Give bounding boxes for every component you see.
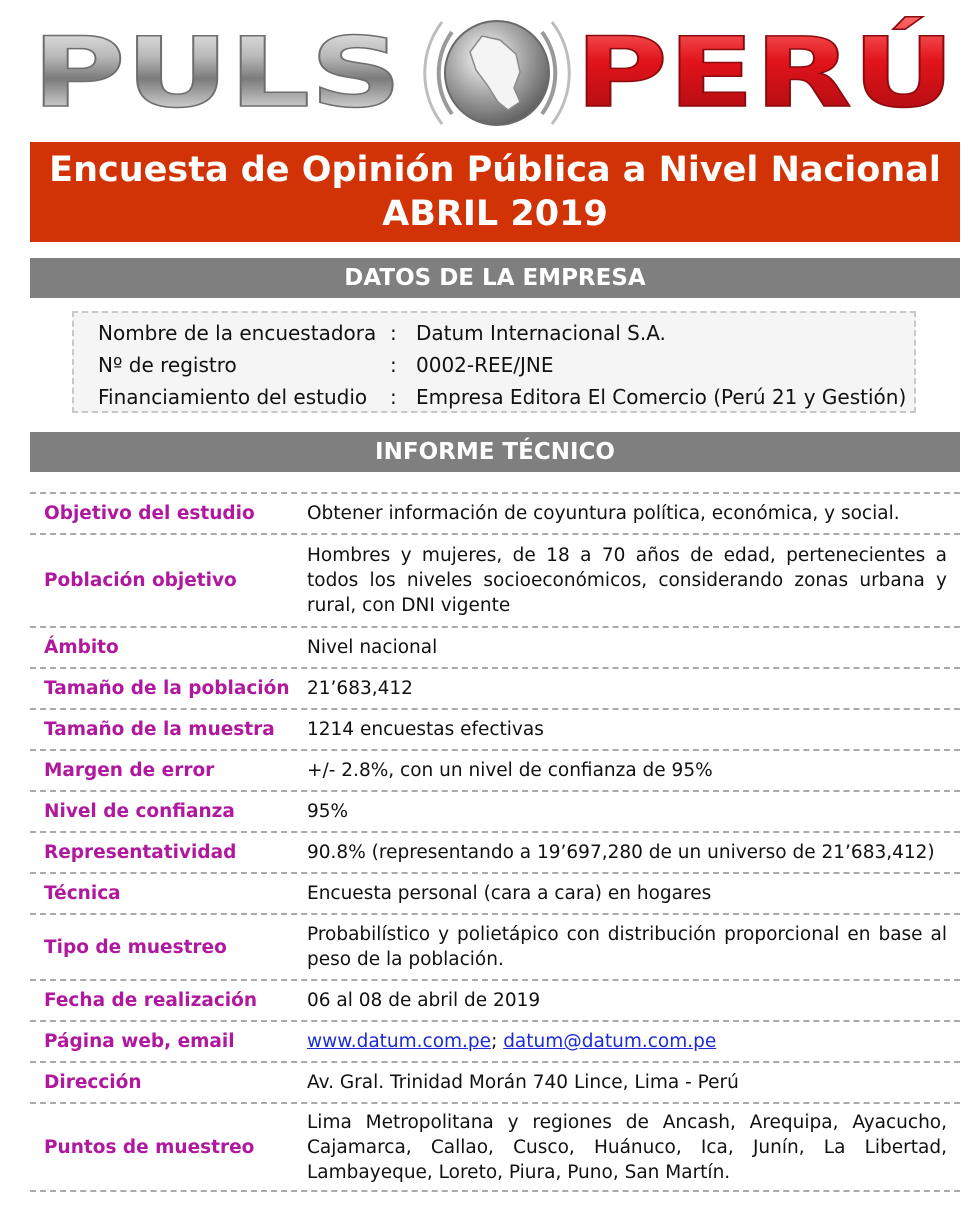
row-value: 1214 encuestas efectivas	[307, 719, 544, 740]
table-row	[30, 1020, 960, 1061]
row-value: 90.8% (representando a 19’697,280 de un universo de 21’683,412)	[307, 842, 935, 863]
logo-text-puls: PULS	[32, 17, 402, 129]
company-separator: :	[390, 321, 397, 345]
company-label: Financiamiento del estudio	[98, 385, 368, 409]
row-label: Ámbito	[44, 637, 119, 658]
company-separator: :	[390, 353, 397, 377]
section-header-empresa: DATOS DE LA EMPRESA	[30, 258, 960, 298]
contact-separator: ;	[491, 1031, 504, 1052]
table-row	[30, 1102, 960, 1192]
row-value-contact	[307, 1029, 947, 1054]
company-value: Empresa Editora El Comercio (Perú 21 y Gestión)	[416, 385, 907, 409]
table-row	[30, 831, 960, 872]
table-row	[30, 1061, 960, 1102]
survey-title: Encuesta de Opinión Pública a Nivel Nacional	[49, 150, 941, 190]
peru-map-globe-icon	[425, 21, 570, 125]
company-value: Datum Internacional S.A.	[416, 321, 666, 345]
row-label: Técnica	[44, 883, 121, 904]
survey-date: ABRIL 2019	[382, 194, 608, 234]
table-row	[30, 872, 960, 913]
row-label: Margen de error	[44, 760, 215, 781]
row-value: 95%	[307, 801, 349, 822]
company-separator: :	[390, 385, 397, 409]
company-label: Nº de registro	[98, 353, 237, 377]
survey-title-banner	[30, 142, 960, 242]
row-value: Encuesta personal (cara a cara) en hogares	[307, 883, 712, 904]
row-value: Hombres y mujeres, de 18 a 70 años de edad, pertenecientes a todos los niveles socioeconómicos, considerando zonas urbana y rural, con DNI vigente	[307, 545, 947, 616]
row-value: 06 al 08 de abril de 2019	[307, 990, 541, 1011]
puls-peru-logo	[30, 6, 960, 136]
row-label: Población objetivo	[44, 570, 237, 591]
table-row	[30, 626, 960, 667]
row-label: Dirección	[44, 1072, 142, 1093]
table-row	[30, 913, 960, 979]
row-value: Av. Gral. Trinidad Morán 740 Lince, Lima - Perú	[307, 1072, 739, 1093]
table-row	[30, 667, 960, 708]
row-value: Lima Metropolitana y regiones de Ancash, Arequipa, Ayacucho, Cajamarca, Callao, Cusco, Huánuco, Ica, Junín, La Libertad, Lambayeque, Loreto, Piura, Puno, San Martín.	[307, 1111, 947, 1183]
row-label: Tipo de muestreo	[44, 936, 227, 958]
company-value: 0002-REE/JNE	[416, 353, 554, 377]
logo-text-peru: PERÚ	[575, 17, 863, 129]
email-link[interactable]: datum@datum.com.pe	[503, 1031, 717, 1052]
table-row	[30, 533, 960, 626]
row-label: Representatividad	[44, 842, 237, 863]
row-label: Objetivo del estudio	[44, 503, 255, 524]
table-row	[30, 790, 960, 831]
row-value: Probabilístico y polietápico con distribución proporcional en base al peso de la población.	[307, 924, 947, 970]
row-label: Tamaño de la población	[44, 678, 290, 699]
row-value: Obtener información de coyuntura política, económica, y social.	[307, 503, 900, 524]
section-header-informe: INFORME TÉCNICO	[30, 432, 960, 472]
row-label: Nivel de confianza	[44, 801, 235, 822]
row-label: Puntos de muestreo	[44, 1136, 255, 1158]
website-link[interactable]: www.datum.com.pe	[307, 1031, 492, 1052]
row-value: Nivel nacional	[307, 637, 438, 658]
row-label: Tamaño de la muestra	[44, 719, 275, 740]
table-row	[30, 749, 960, 790]
row-value: +/- 2.8%, con un nivel de confianza de 95%	[307, 760, 713, 781]
technical-report-table	[30, 492, 960, 1192]
company-label: Nombre de la encuestadora	[98, 321, 377, 345]
company-info-box	[72, 311, 916, 413]
row-label: Página web, email	[44, 1031, 235, 1052]
row-label: Fecha de realización	[44, 990, 258, 1011]
row-value: 21’683,412	[307, 678, 413, 699]
table-row	[30, 979, 960, 1020]
table-row	[30, 708, 960, 749]
table-row	[30, 492, 960, 533]
